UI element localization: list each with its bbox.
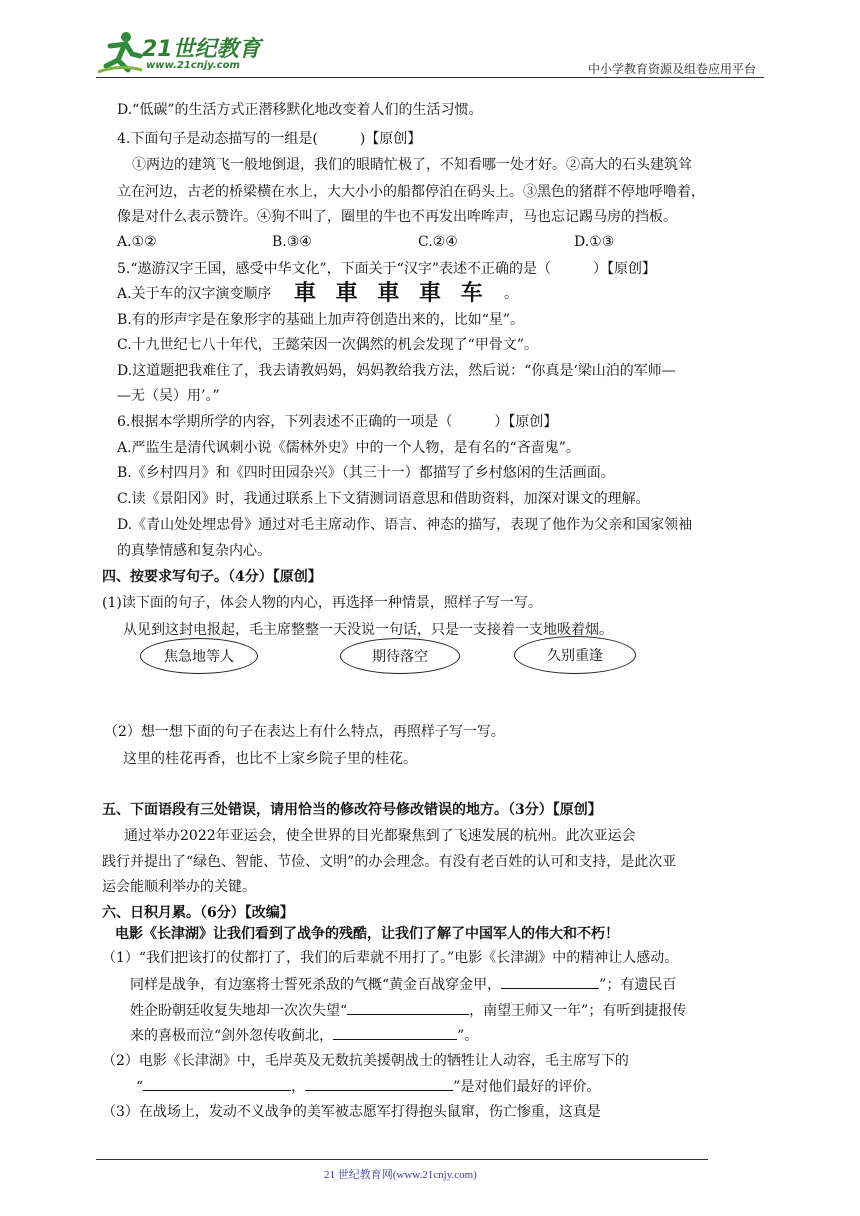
q6-option-d-line-2: 的真挚情感和复杂内心。 [117,543,271,559]
section-6-item-1-line-1: （1）“我们把该打的仗都打了，我们的后辈就不用打了。”电影《长津湖》中的精神让人感动。 [102,950,679,966]
s6-2b-open: “ [136,1079,144,1095]
q3-option-d: D.“低碳”的生活方式正潜移默化地改变着人们的生活习惯。 [117,102,483,118]
section-6-heading: 六、日积月累。（6分）【改编】 [102,905,294,921]
section-6-item-1-line-4 [130,1025,478,1046]
q4-passage-line-1: ①两边的建筑飞一般地倒退，我们的眼睛忙极了，不知看哪一处才好。②高大的石头建筑耸 [132,157,692,173]
section-4-item-1: (1)读下面的句子，体会人物的内心，再选择一种情景，照样子写一写。 [102,595,542,611]
section-4-item-2: （2）想一想下面的句子在表达上有什么特点，再照样子写一写。 [104,724,505,740]
q5-stem: 5.“遨游汉字王国，感受中华文化”，下面关于“汉字”表述不正确的是（ ）【原创】 [117,261,656,277]
s6-1c-text: 姓企盼朝廷收复失地却一次次失望“ [130,1003,348,1019]
header-platform-text: 中小学教育资源及组卷应用平台 [587,62,756,76]
q5-option-a-end: 。 [504,286,518,302]
answer-blank-4[interactable] [143,1076,291,1091]
answer-blank-2[interactable] [347,1000,469,1015]
runner-logo-icon [96,30,144,74]
q5-option-d-line-1: D.这道题把我难住了，我去请教妈妈，妈妈教给我方法，然后说：“你真是‘梁山泊的军师— [117,363,676,379]
section-5-passage-line-3: 运会能顺利举办的关键。 [102,879,256,895]
header-logo [96,30,266,76]
q4-stem: 4.下面句子是动态描写的一组是( )【原创】 [117,131,422,147]
q6-option-a: A.严监生是清代讽刺小说《儒林外史》中的一个人物，是有名的“吝啬鬼”。 [117,440,580,456]
footer-text: 21 世纪教育网(www.21cnjy.com) [324,1169,477,1181]
q4-passage-line-2: 立在河边，古老的桥梁横在水上，大大小小的船都停泊在码头上。③黑色的猪群不停地呼噜着， [117,184,705,200]
answer-blank-3[interactable] [333,1025,457,1040]
footer-divider [96,1159,708,1160]
section-5-passage-line-1: 通过举办2022年亚运会，使全世界的目光都聚焦到了飞速发展的杭州。此次亚运会 [124,828,636,844]
scenario-option-2[interactable] [340,638,460,674]
section-6-item-1-line-3 [130,1000,686,1021]
character-evolution-image: 車 車 車 車 车 [294,280,489,306]
s6-1b-text: 同样是战争，有边塞将士誓死杀敌的气概“黄金百战穿金甲， [130,977,502,993]
section-5-heading: 五、下面语段有三处错误，请用恰当的修改符号修改错误的地方。（3分）【原创】 [102,802,602,818]
scenario-option-3-label: 久别重逢 [547,648,603,664]
section-4-example-1: 从见到这封电报起，毛主席整整一天没说一句话，只是一支接着一支地吸着烟。 [123,622,613,638]
section-4-example-2: 这里的桂花再香，也比不上家乡院子里的桂花。 [123,751,417,767]
q4-passage-line-3: 像是对什么表示赞许。④狗不叫了，圈里的牛也不再发出哞哞声，马也忘记踢马房的挡板。 [117,209,677,225]
q5-option-c: C.十九世纪七八十年代，王懿荣因一次偶然的机会发现了“甲骨文”。 [117,337,538,353]
q5-option-d-line-2: —无（吴）用’。” [117,388,220,404]
section-6-item-2-line-1: （2）电影《长津湖》中，毛岸英及无数抗美援朝战士的牺牲让人动容，毛主席写下的 [102,1053,629,1069]
section-6-item-1-line-2 [130,974,676,995]
q6-stem: 6.根据本学期所学的内容，下列表述不正确的一项是（ ）【原创】 [117,414,558,430]
answer-blank-1[interactable] [501,974,599,989]
section-6-item-3: （3）在战场上，发动不义战争的美军被志愿军打得抱头鼠窜，伤亡惨重，这真是 [102,1104,601,1120]
scenario-option-1[interactable] [140,638,258,674]
q4-option-a: A.①② [117,234,157,250]
s6-2b-tail: ”是对他们最好的评价。 [453,1079,601,1095]
s6-1b-tail: ”；有遗民百 [599,977,677,993]
q6-option-b: B.《乡村四月》和《四时田园杂兴》（其三十一）都描写了乡村悠闲的生活画面。 [117,465,615,481]
q5-option-a-text: A.关于车的汉字演变顺序 [117,286,272,302]
logo-url-text: www.21cnjy.com [146,60,240,71]
q4-option-d: D.①③ [574,234,615,250]
q6-option-c: C.读《景阳冈》时，我通过联系上下文猜测词语意思和借助资料，加深对课文的理解。 [117,491,650,507]
s6-1d-tail: ”。 [457,1028,479,1044]
scenario-option-1-label: 焦急地等人 [164,649,234,665]
scenario-option-3[interactable] [514,636,636,674]
scenario-option-2-label: 期待落空 [372,649,428,665]
section-6-intro: 电影《长津湖》让我们看到了战争的残酷，让我们了解了中国军人的伟大和不朽！ [115,926,619,942]
logo-main-text: 21世纪教育 [142,37,261,62]
q5-option-b: B.有的形声字是在象形字的基础上加声符创造出来的，比如“星”。 [117,312,525,328]
q4-option-b: B.③④ [272,234,312,250]
s6-1d-text: 来的喜极而泣“剑外忽传收蓟北， [130,1028,334,1044]
s6-2b-comma: ， [291,1079,306,1095]
section-4-heading: 四、按要求写句子。（4分）【原创】 [102,569,322,585]
section-6-item-2-line-2 [136,1076,600,1097]
q6-option-d-line-1: D.《青山处处埋忠骨》通过对毛主席动作、语言、神态的描写，表现了他作为父亲和国家领袖 [117,517,693,533]
section-5-passage-line-2: 践行并提出了“绿色、智能、节俭、文明”的办会理念。有没有老百姓的认可和支持，是此次亚 [102,854,677,870]
q4-option-c: C.②④ [418,234,458,250]
answer-blank-5[interactable] [305,1076,453,1091]
s6-1c-tail: ，南望王师又一年”；有听到捷报传 [469,1003,687,1019]
header-divider [96,77,764,78]
